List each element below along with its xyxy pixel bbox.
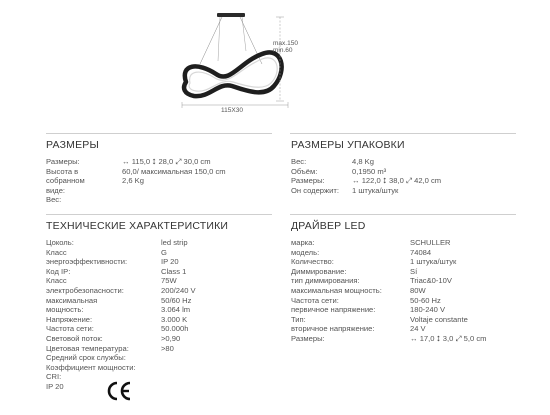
table-row xyxy=(46,315,276,325)
table-row xyxy=(46,372,276,382)
table-row xyxy=(46,324,276,334)
table-row xyxy=(46,276,276,286)
table-row xyxy=(46,305,276,315)
row-label: максимальная мощность: xyxy=(291,285,382,295)
row-label: Класс xyxy=(46,247,67,257)
row-value: 3.064 lm xyxy=(161,305,191,315)
row-value: 0,1950 m³ xyxy=(352,166,387,176)
row-value: ↔ 115,0 ⭥ 28,0 ⤢ 30,0 cm xyxy=(122,157,211,166)
row-label: Высота в xyxy=(46,166,79,176)
row-label: виде: xyxy=(46,185,66,195)
row-label: марка: xyxy=(291,238,315,247)
row-label: Он содержит: xyxy=(291,185,339,195)
row-label: Объём: xyxy=(291,166,318,176)
divider-right-mid xyxy=(290,214,516,215)
dimension-width-label: 115X30 xyxy=(221,107,243,114)
table-row xyxy=(291,315,521,325)
row-label: собранном xyxy=(46,176,85,186)
row-label: Средний срок службы: xyxy=(46,353,126,363)
row-label: Цоколь: xyxy=(46,238,74,247)
row-label: Напряжение: xyxy=(46,314,93,324)
table-row xyxy=(291,176,521,186)
row-value: 75W xyxy=(161,276,177,286)
table-row xyxy=(291,238,521,248)
section-title-dimensions: РАЗМЕРЫ xyxy=(46,139,99,151)
row-label: мощность: xyxy=(46,305,84,315)
divider-left-mid xyxy=(46,214,272,215)
row-label: максимальная xyxy=(46,295,98,305)
row-label: Цветовая температура: xyxy=(46,343,129,353)
row-value: ↔ 17,0 ⭥ 3,0 ⤢ 5,0 cm xyxy=(410,333,487,343)
section-title-technical: ТЕХНИЧЕСКИЕ ХАРАКТЕРИСТИКИ xyxy=(46,220,229,232)
row-label: энергоэффективности: xyxy=(46,257,128,267)
row-value: >80 xyxy=(161,343,174,353)
row-label: Вес: xyxy=(291,157,307,166)
table-row xyxy=(46,296,276,306)
row-label: тип диммирования: xyxy=(291,276,360,286)
row-value: 3.000 K xyxy=(161,314,188,324)
row-label: Коэффициент мощности: xyxy=(46,362,136,372)
table-row xyxy=(46,344,276,354)
table-row xyxy=(291,186,521,196)
row-value: 180-240 V xyxy=(410,305,446,315)
row-value: Sí xyxy=(410,266,418,276)
row-label: Диммирование: xyxy=(291,266,347,276)
table-row xyxy=(291,324,521,334)
row-label: первичное напряжение: xyxy=(291,305,376,315)
table-row xyxy=(291,257,521,267)
row-label: Частота сети: xyxy=(291,295,339,305)
dimension-height-label xyxy=(273,40,298,54)
table-row xyxy=(46,157,276,167)
row-value: 74084 xyxy=(410,247,432,257)
row-value: 80W xyxy=(410,285,426,295)
table-row xyxy=(291,276,521,286)
row-label: CRI: xyxy=(46,372,62,382)
table-row xyxy=(46,382,276,392)
table-row xyxy=(291,305,521,315)
row-value: 4,8 Kg xyxy=(352,157,374,166)
table-row xyxy=(291,167,521,177)
divider-right-top xyxy=(290,133,516,134)
row-label: Тип: xyxy=(291,314,306,324)
row-label: Размеры: xyxy=(46,157,80,166)
row-value: ↔ 122,0 ⭥ 38,0 ⤢ 42,0 cm xyxy=(352,176,442,186)
table-row xyxy=(46,176,276,186)
table-row xyxy=(291,248,521,258)
row-value: 50/60 Hz xyxy=(161,295,192,305)
row-label: Код IP: xyxy=(46,266,71,276)
row-label: Размеры: xyxy=(291,176,325,186)
row-label: модель: xyxy=(291,247,320,257)
row-label: Размеры: xyxy=(291,333,325,343)
row-value: SCHULLER xyxy=(410,238,451,247)
row-value: 60,0/ максимальная 150,0 cm xyxy=(122,166,226,176)
technical-table xyxy=(46,238,276,392)
table-row xyxy=(46,353,276,363)
row-label: Вес: xyxy=(46,195,62,205)
table-row xyxy=(46,248,276,258)
dimension-height-max: max.150 xyxy=(273,40,298,47)
row-value: led strip xyxy=(161,238,188,247)
row-value: 24 V xyxy=(410,324,426,334)
table-row xyxy=(291,157,521,167)
section-title-packaging: РАЗМЕРЫ УПАКОВКИ xyxy=(291,139,405,151)
row-label: IP 20 xyxy=(46,381,64,391)
row-value: 50-60 Hz xyxy=(410,295,441,305)
dimension-height-min: min.60 xyxy=(273,47,293,54)
row-label: вторичное напряжение: xyxy=(291,324,375,334)
row-value: 200/240 V xyxy=(161,285,196,295)
table-row xyxy=(46,238,276,248)
table-row xyxy=(46,286,276,296)
table-row xyxy=(46,267,276,277)
row-value: Class 1 xyxy=(161,266,187,276)
row-value: 2,6 Kg xyxy=(122,176,144,186)
divider-left-top xyxy=(46,133,272,134)
row-label: Количество: xyxy=(291,257,334,267)
table-row xyxy=(46,363,276,373)
row-value: IP 20 xyxy=(161,257,179,267)
row-label: Частота сети: xyxy=(46,324,94,334)
row-label: Световой поток: xyxy=(46,333,103,343)
table-row xyxy=(291,334,521,344)
row-value: Triac&0-10V xyxy=(410,276,452,286)
row-value: 50.000h xyxy=(161,324,189,334)
row-label: электробезопасности: xyxy=(46,285,124,295)
packaging-table xyxy=(291,157,521,195)
row-value: Voltaje constante xyxy=(410,314,468,324)
table-row xyxy=(46,195,276,205)
table-row xyxy=(46,167,276,177)
table-row xyxy=(291,267,521,277)
table-row xyxy=(46,186,276,196)
row-value: 1 штука/штук xyxy=(352,185,399,195)
table-row xyxy=(291,286,521,296)
row-value: G xyxy=(161,247,167,257)
ce-mark-icon xyxy=(106,380,132,402)
row-value: 1 штука/штук xyxy=(410,257,457,267)
table-row xyxy=(291,296,521,306)
row-label: Класс xyxy=(46,276,67,286)
table-row xyxy=(46,334,276,344)
table-row xyxy=(46,257,276,267)
dimensions-table xyxy=(46,157,276,205)
section-title-driver: ДРАЙВЕР LED xyxy=(291,220,366,232)
row-value: >0,90 xyxy=(161,333,181,343)
driver-table xyxy=(291,238,521,344)
